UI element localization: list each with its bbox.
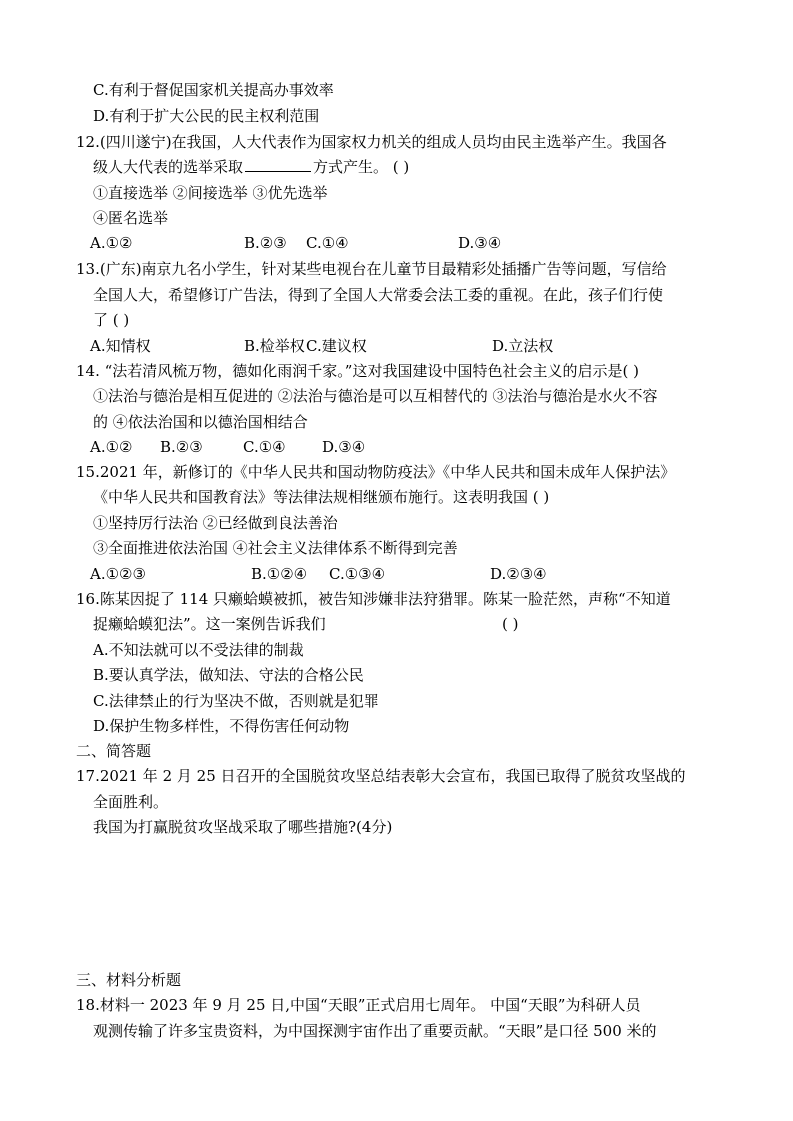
q17-stem-line1: 17.2021 年 2 月 25 日召开的全国脱贫攻坚总结表彰大会宣布，我国已取得了脱贫攻坚战的 — [76, 767, 686, 785]
q12-stem-line1: 12.(四川遂宁)在我国，人大代表作为国家权力机关的组成人员均由民主选举产生。我国各 — [76, 133, 667, 151]
section-heading-short-answer: 二、简答题 — [76, 742, 152, 760]
q12-items-line2: ④匿名选举 — [93, 209, 169, 227]
q16-option-b: B.要认真学法，做知法、守法的合格公民 — [93, 666, 364, 684]
q13-option-a: A.知情权 — [90, 337, 151, 355]
q16-option-a: A.不知法就可以不受法律的制裁 — [93, 641, 304, 659]
q13-option-b: B.检举权 — [244, 337, 305, 355]
q12-stem-line2 — [93, 157, 409, 177]
q15-option-c: C.①③④ — [329, 565, 386, 583]
q11-option-c: C.有利于督促国家机关提高办事效率 — [93, 81, 334, 99]
q17-question: 我国为打赢脱贫攻坚战采取了哪些措施?(4分) — [93, 818, 393, 836]
q18-material-line1: 18.材料一 2023 年 9 月 25 日,中国“天眼”正式启用七周年。 中国“天眼”为科研人员 — [76, 996, 641, 1014]
q16-option-d: D.保护生物多样性，不得伤害任何动物 — [93, 717, 350, 735]
q14-option-d: D.③④ — [322, 438, 366, 456]
q14-option-a: A.①② — [90, 438, 133, 456]
q18-material-line2: 观测传输了许多宝贵资料，为中国探测宇宙作出了重要贡献。“天眼”是口径 500 米的 — [93, 1022, 657, 1040]
q16-option-c: C.法律禁止的行为坚决不做，否则就是犯罪 — [93, 692, 379, 710]
q11-option-d: D.有利于扩大公民的民主权利范围 — [93, 107, 320, 125]
q12-stem-part-a: 级人大代表的选举采取 — [93, 158, 244, 176]
q13-stem-line2: 全国人大，希望修订广告法，得到了全国人大常委会法工委的重视。在此，孩子们行使 — [93, 286, 664, 304]
q17-stem-line2: 全面胜利。 — [93, 793, 169, 811]
q12-fill-blank — [245, 157, 311, 172]
q13-stem-line3: 了 ( ) — [93, 311, 130, 329]
q15-stem-line2: 《中华人民共和国教育法》等法律法规相继颁布施行。这表明我国 ( ) — [93, 488, 550, 506]
q12-option-b: B.②③ — [244, 234, 287, 252]
q16-stem-line1: 16.陈某因捉了 114 只癞蛤蟆被抓，被告知涉嫌非法狩猎罪。陈某一脸茫然，声称“不知道 — [76, 590, 671, 608]
q15-option-a: A.①②③ — [90, 565, 146, 583]
q15-option-d: D.②③④ — [490, 565, 547, 583]
q16-answer-paren: ( ) — [502, 615, 519, 633]
q12-option-c: C.①④ — [306, 234, 349, 252]
q12-items-line1: ①直接选举 ②间接选举 ③优先选举 — [93, 184, 328, 202]
q15-stem-line1: 15.2021 年，新修订的《中华人民共和国动物防疫法》《中华人民共和国未成年人保护法》 — [76, 463, 676, 481]
q15-items-line1: ①坚持厉行法治 ②已经做到良法善治 — [93, 514, 338, 532]
q12-option-d: D.③④ — [458, 234, 502, 252]
q14-stem-line2: ①法治与德治是相互促进的 ②法治与德治是可以互相替代的 ③法治与德治是水火不容 — [93, 387, 658, 405]
q15-option-b: B.①②④ — [251, 565, 308, 583]
q14-option-c: C.①④ — [243, 438, 286, 456]
q16-stem-line2: 捉癞蛤蟆犯法”。这一案例告诉我们 — [93, 615, 326, 633]
q12-option-a: A.①② — [90, 234, 133, 252]
q15-items-line2: ③全面推进依法治国 ④社会主义法律体系不断得到完善 — [93, 539, 458, 557]
q14-option-b: B.②③ — [160, 438, 203, 456]
q14-stem-line1: 14. “法若清风梳万物，德如化雨润千家。”这对我国建设中国特色社会主义的启示是( ) — [76, 362, 639, 380]
section-heading-material-analysis: 三、材料分析题 — [76, 971, 182, 989]
q13-option-c: C.建议权 — [306, 337, 367, 355]
q13-stem-line1: 13.(广东)南京九名小学生，针对某些电视台在儿童节目最精彩处插播广告等问题，写信给 — [76, 260, 667, 278]
q13-option-d: D.立法权 — [492, 337, 554, 355]
q14-stem-line3: 的 ④依法治国和以德治国相结合 — [93, 413, 308, 431]
q12-stem-part-b: 方式产生。 ( ) — [313, 158, 410, 176]
